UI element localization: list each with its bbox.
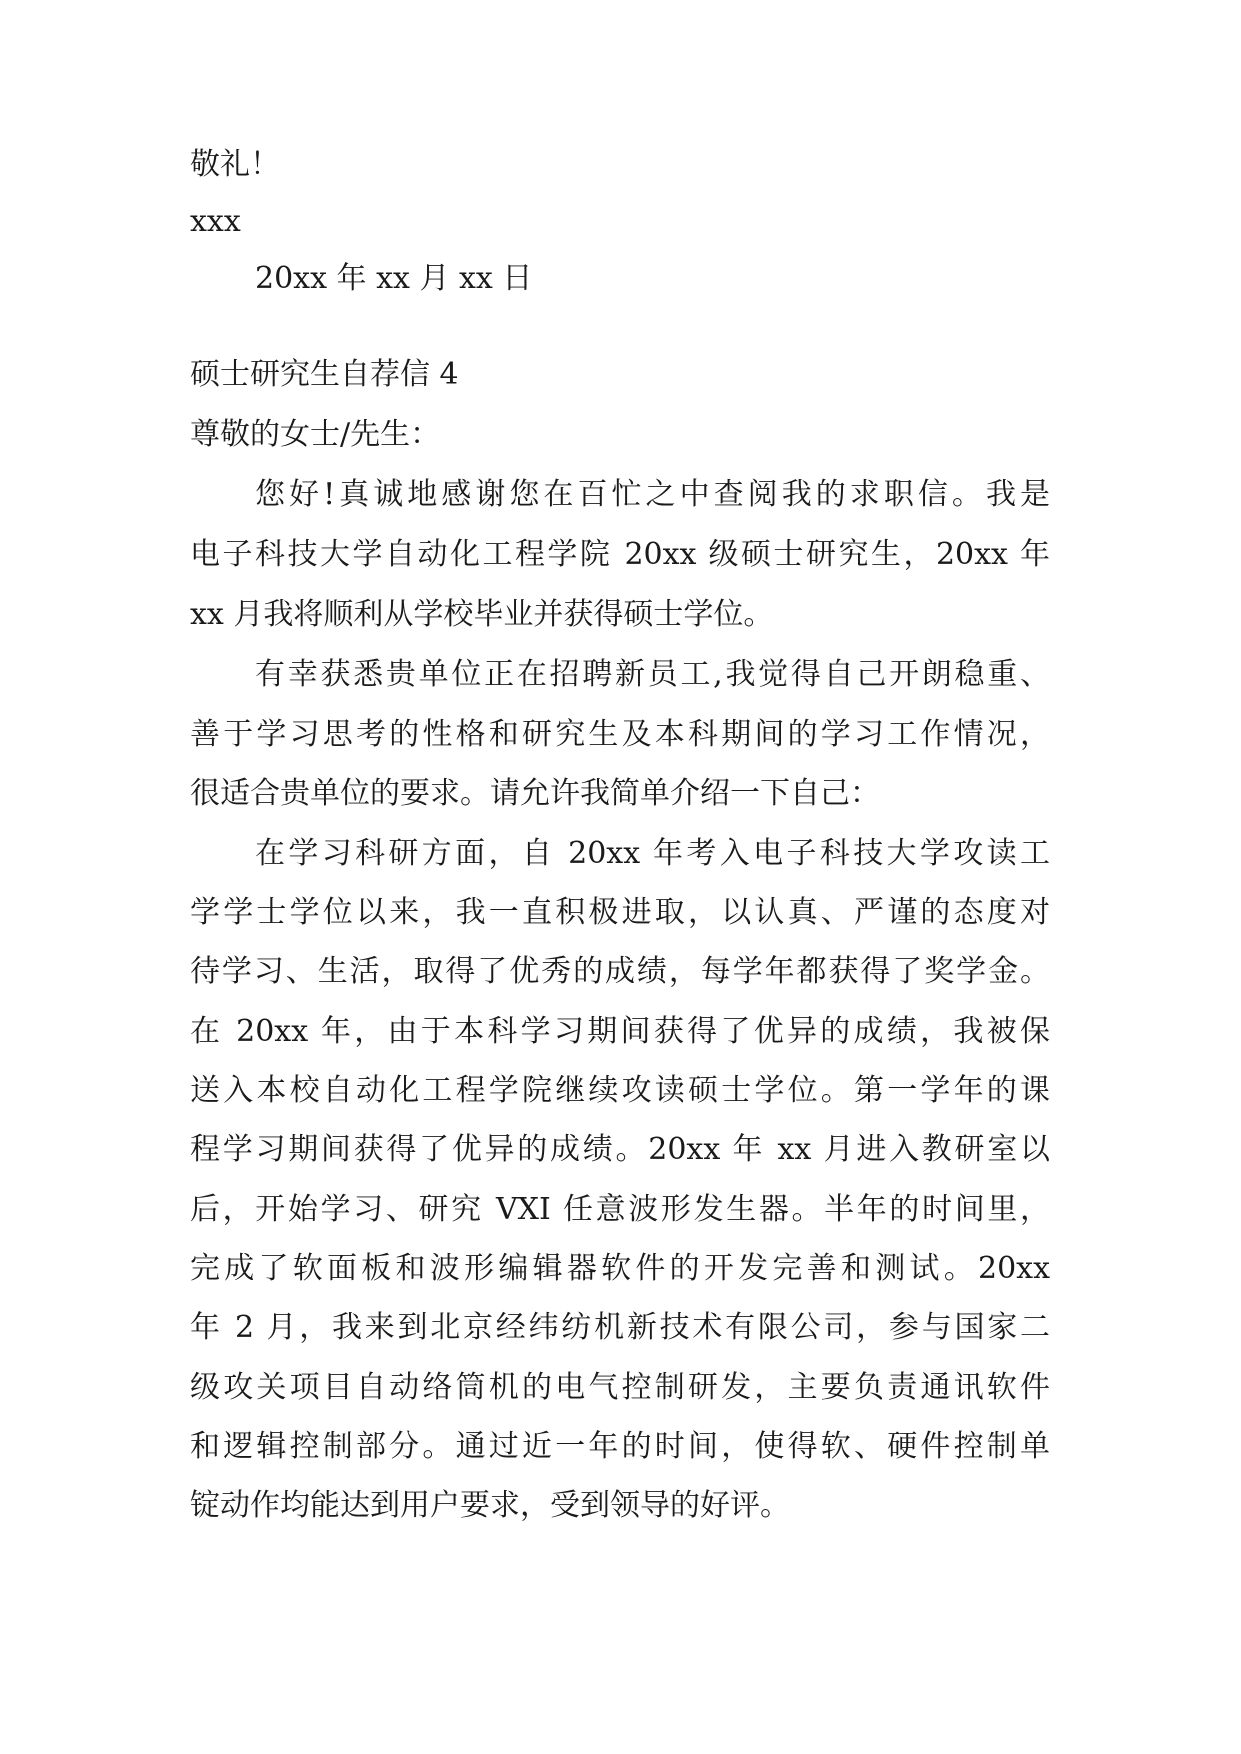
body-line: 和逻辑控制部分。通过近一年的时间，使得软、硬件控制单 (190, 1429, 1050, 1464)
body-line: 待学习、生活，取得了优秀的成绩，每学年都获得了奖学金。 (190, 954, 1050, 989)
body-line: 学学士学位以来，我一直积极进取，以认真、严谨的态度对 (190, 895, 1050, 930)
letter-title: 硕士研究生自荐信 4 (190, 357, 459, 392)
body-line: 年 2 月，我来到北京经纬纺机新技术有限公司，参与国家二 (190, 1310, 1050, 1345)
body-line: 后，开始学习、研究 VXI 任意波形发生器。半年的时间里， (190, 1192, 1050, 1227)
body-line: 在学习科研方面，自 20xx 年考入电子科技大学攻读工 (255, 836, 1050, 871)
body-line: 很适合贵单位的要求。请允许我简单介绍一下自己： (190, 776, 880, 811)
body-line: 锭动作均能达到用户要求，受到领导的好评。 (190, 1488, 790, 1523)
body-line: 您好!真诚地感谢您在百忙之中查阅我的求职信。我是 (255, 477, 1050, 512)
body-line: 电子科技大学自动化工程学院 20xx 级硕士研究生，20xx 年 (190, 537, 1050, 572)
body-line: 级攻关项目自动络筒机的电气控制研发，主要负责通讯软件 (190, 1370, 1050, 1405)
closing-date: 20xx 年 xx 月 xx 日 (255, 261, 533, 296)
letter-greeting: 尊敬的女士/先生： (190, 417, 441, 452)
closing-name: xxx (190, 204, 241, 239)
body-line: 有幸获悉贵单位正在招聘新员工,我觉得自己开朗稳重、 (255, 657, 1050, 692)
body-line: 送入本校自动化工程学院继续攻读硕士学位。第一学年的课 (190, 1073, 1050, 1108)
body-line: 善于学习思考的性格和研究生及本科期间的学习工作情况， (190, 717, 1050, 752)
closing-salutation: 敬礼！ (190, 147, 280, 182)
body-line: 完成了软面板和波形编辑器软件的开发完善和测试。20xx (190, 1251, 1050, 1286)
body-line: xx 月我将顺利从学校毕业并获得硕士学位。 (190, 597, 774, 632)
body-line: 程学习期间获得了优异的成绩。20xx 年 xx 月进入教研室以 (190, 1132, 1050, 1167)
body-line: 在 20xx 年，由于本科学习期间获得了优异的成绩，我被保 (190, 1014, 1050, 1049)
